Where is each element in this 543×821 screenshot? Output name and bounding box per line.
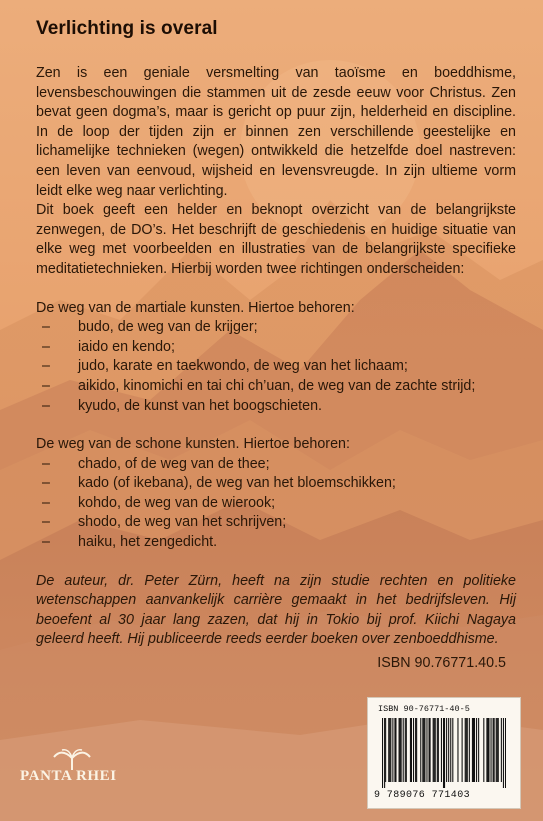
barcode-bar [462,718,463,782]
barcode-bar [438,718,439,782]
barcode-bar [476,718,477,782]
barcode-bar [487,718,488,782]
list-item [36,533,516,553]
dash-marker: – [42,397,50,414]
barcode-bar [448,718,449,782]
barcode-bar [416,718,417,782]
dash-marker: – [42,377,50,394]
barcode-bar [395,718,396,782]
barcode-bar [474,718,475,782]
palm-icon [20,748,124,770]
publisher-logo [20,748,124,790]
list-item [36,338,516,358]
list-item-text: kyudo, de kunst van het boogschieten. [78,397,323,414]
barcode-isbn-label: ISBN 90-76771-40-5 [378,704,470,714]
barcode-bar [399,718,400,782]
barcode-bar [467,718,468,782]
barcode-bar [443,718,444,788]
dash-marker: – [42,514,50,531]
cover-text [36,18,516,650]
barcode-bar [466,718,467,782]
list-item [36,474,516,494]
barcode-bar [382,718,383,788]
barcode-bar [497,718,498,782]
list-item [36,377,516,397]
barcode-bar [410,718,411,782]
barcode-bar [478,718,479,782]
barcode-bar [390,718,391,782]
barcode-bar [388,718,389,782]
barcode-digits: 9 789076 771403 [374,790,471,801]
barcode-bar [411,718,412,782]
dash-marker: – [42,475,50,492]
list-item-text: haiku, het zengedicht. [78,534,218,551]
dash-marker: – [42,338,50,355]
barcode-bar [488,718,489,782]
isbn-number: ISBN 90.76771.40.5 [377,655,506,671]
barcode-bar [433,718,434,782]
barcode-bar [429,718,430,782]
list-item-text: kohdo, de weg van de wierook; [78,494,276,511]
overview-paragraph: Dit boek geeft een helder en beknopt overzicht van de belangrijkste zenwegen, de DO’s. Het beschrijft de geschiedenis en huidige situatie van elke weg met voorbeelden en illustraties van de belangrijkste specifieke meditatietechnieken. Hierbij worden twee richtingen onderscheiden: [36,202,516,277]
fine-arts-heading: De weg van de schone kunsten. Hiertoe behoren: [36,436,350,453]
barcode-bar [384,718,385,788]
barcode-bar [469,718,470,782]
barcode-bar [446,718,447,782]
barcode-bar [401,718,402,782]
list-item-text: kado (of ikebana), de weg van het bloemschikken; [78,475,396,492]
list-item [36,397,516,417]
barcode-bar [413,718,414,782]
list-item [36,455,516,475]
barcode-bar [457,718,458,782]
publisher-name: PANTA RHEI [20,768,117,784]
list-item [36,513,516,533]
barcode-bar [420,718,421,782]
dash-marker: – [42,455,50,472]
martial-arts-list [36,318,516,416]
barcode-label [367,697,521,809]
barcode-bar [430,718,431,782]
barcode-bar [403,718,404,782]
barcode-bar [444,718,445,788]
barcode-bar [486,718,487,782]
list-item-text: aikido, kinomichi en tai chi ch’uan, de weg van de zachte strijd; [78,377,476,394]
list-item [36,318,516,338]
list-item-text: iaido en kendo; [78,338,175,355]
intro-paragraph: Zen is een geniale versmelting van taoïsme en boeddhisme, levensbeschouwingen die stammen uit de zesde eeuw voor Christus. Zen bevat geen dogma’s, maar is gericht op puur zijn, helderheid en discipline. In de loop der tijden zijn er binnen zen verschillende geestelijke en lichamelijke technieken (wegen) ontwikkeld die hetzelfde doel nastreven: een leven van eenvoud, wijsheid en levensvreugde. In zijn ultieme vorm leidt elke weg naar verlichting. [36,65,516,199]
list-item [36,494,516,514]
barcode-bar [385,718,386,782]
barcode-bar [501,718,502,782]
barcode-bars [382,718,506,788]
barcode-bar [422,718,423,782]
list-item-text: chado, of de weg van de thee; [78,455,270,472]
dash-marker: – [42,319,50,336]
barcode-bar [424,718,425,782]
dash-marker: – [42,494,50,511]
barcode-bar [406,718,407,782]
book-title: Verlichting is overal [36,18,218,39]
barcode-bar [493,718,494,782]
barcode-bar [415,718,416,782]
barcode-bar [423,718,424,782]
barcode-bar [426,718,427,782]
list-item-text: budo, de weg van de krijger; [78,319,258,336]
author-bio: De auteur, dr. Peter Zürn, heeft na zijn studie rechten en politieke wetenschappen aanvankelijk carrière gemaakt in het bedrijfsleven. Hij beoefent al 30 jaar lang zazen, dat hij in Tokio bij prof. Kiichi Nagaya geleerd heeft. Hij publiceerde reeds eerder boeken over zenboeddhisme. [36,572,516,648]
list-item-text: judo, karate en taekwondo, de weg van het lichaam; [78,358,408,375]
barcode-bar [505,718,506,788]
dash-marker: – [42,358,50,375]
barcode-bar [435,718,436,782]
barcode-bar [452,718,453,782]
barcode-bar [434,718,435,782]
barcode-bar [465,718,466,782]
barcode-bar [450,718,451,782]
barcode-bar [503,718,504,788]
barcode-bar [400,718,401,782]
barcode-bar [394,718,395,782]
barcode-bar [441,718,442,782]
list-item [36,357,516,377]
barcode-bar [405,718,406,782]
barcode-bar [437,718,438,782]
list-item-text: shodo, de weg van het schrijven; [78,514,287,531]
barcode-bar [472,718,473,782]
barcode-bar [389,718,390,782]
barcode-bar [392,718,393,782]
barcode-bar [496,718,497,782]
barcode-bar [494,718,495,782]
barcode-bar [498,718,499,782]
fine-arts-list [36,455,516,553]
barcode-bar [483,718,484,782]
barcode-bar [473,718,474,782]
barcode-bar [491,718,492,782]
dash-marker: – [42,534,50,551]
martial-arts-heading: De weg van de martiale kunsten. Hiertoe behoren: [36,299,355,316]
